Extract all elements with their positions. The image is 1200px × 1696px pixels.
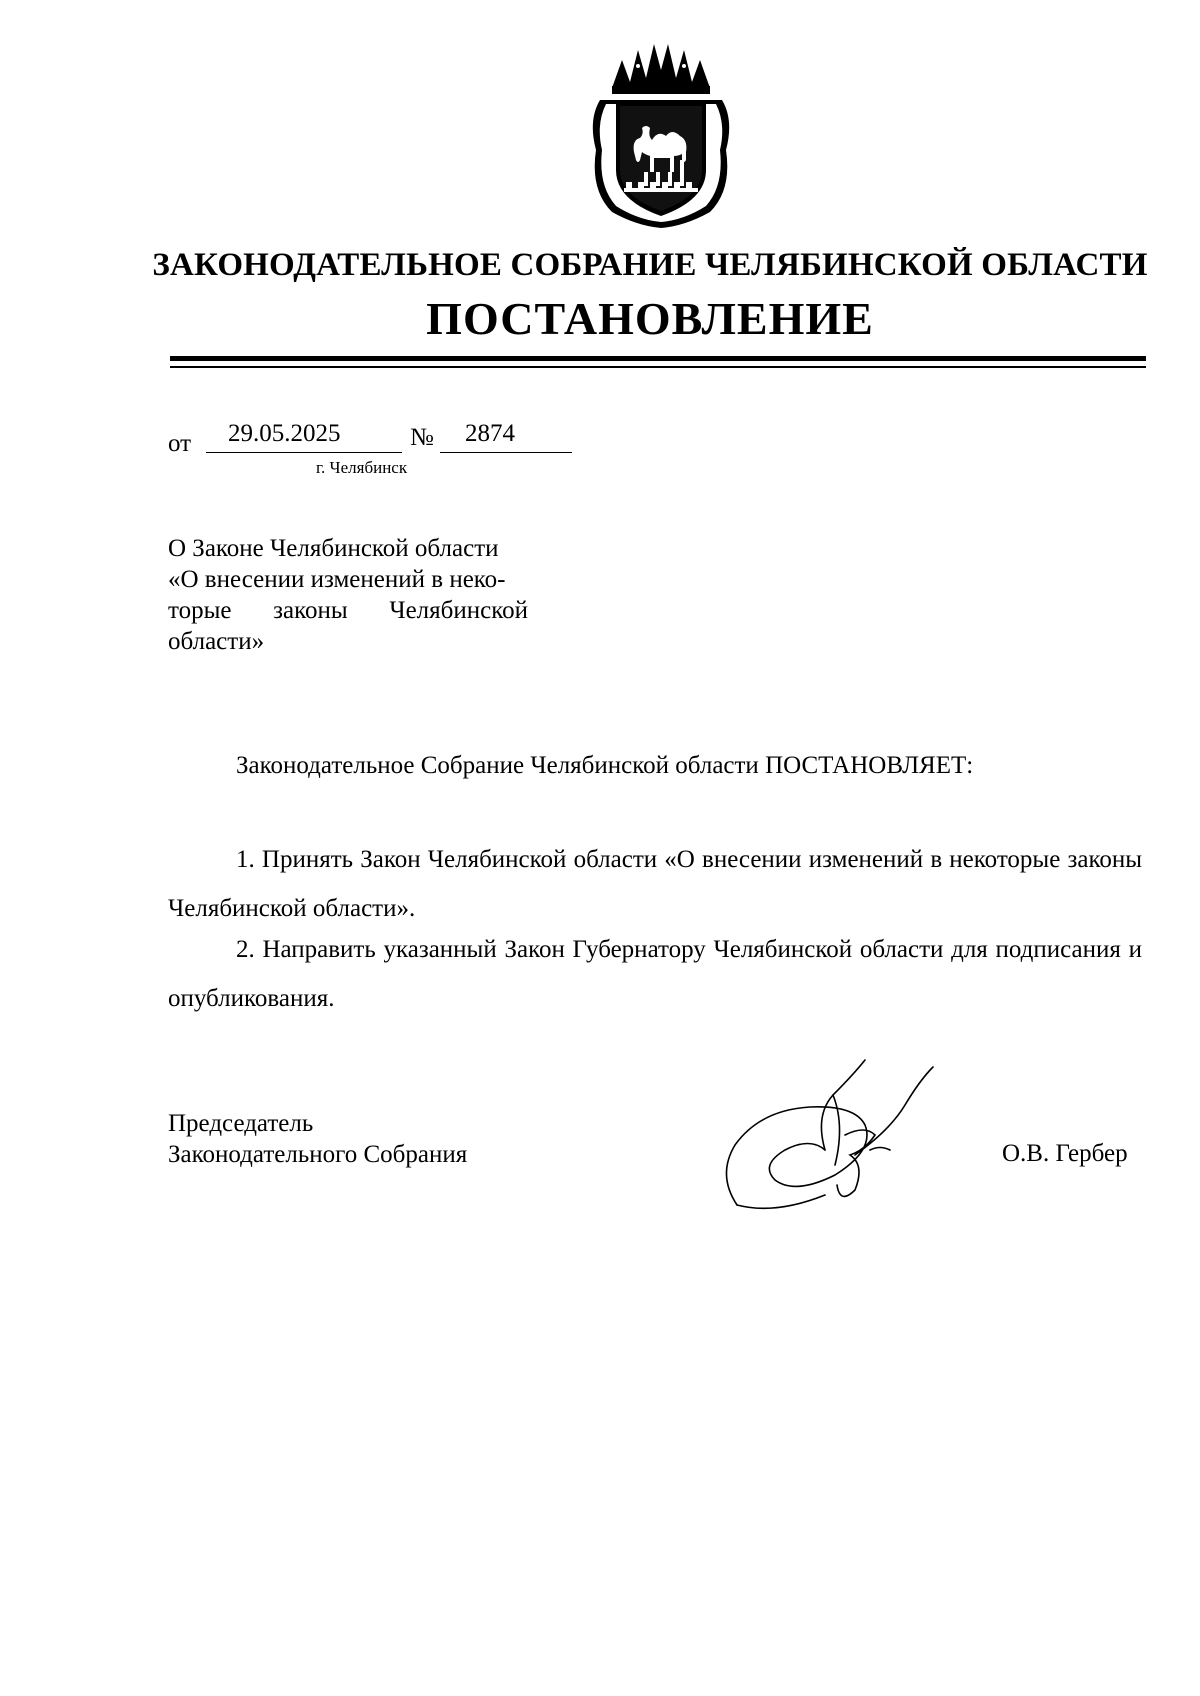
- number-label: №: [410, 424, 434, 451]
- organization-title: ЗАКОНОДАТЕЛЬНОЕ СОБРАНИЕ ЧЕЛЯБИНСКОЙ ОБЛАСТИ: [152, 247, 1148, 283]
- date-prefix: от: [168, 430, 192, 457]
- signatory-title-line: Председатель: [168, 1110, 314, 1137]
- document-type-title: ПОСТАНОВЛЕНИЕ: [426, 293, 874, 344]
- signatory-name: О.В. Гербер: [1002, 1140, 1128, 1167]
- signatory-title-line: Законодательного Собрания: [168, 1141, 468, 1168]
- resolution-item-1: 1. Принять Закон Челябинской области «О внесении изменений в некоторые законы Челябинской области».: [168, 846, 1142, 922]
- document-city: г. Челябинск: [316, 458, 408, 477]
- header-divider-thin: [170, 366, 1146, 368]
- number-underline: [440, 452, 572, 453]
- subject-line: области»: [168, 628, 265, 655]
- subject-line: торые законы Челябинской: [168, 597, 528, 624]
- date-underline: [206, 452, 402, 453]
- resolution-statement: Законодательное Собрание Челябинской области ПОСТАНОВЛЯЕТ:: [236, 752, 974, 779]
- document-subject: [168, 533, 528, 657]
- signature-icon: [715, 1055, 975, 1215]
- signatory-title: [168, 1108, 467, 1170]
- document-date: 29.05.2025: [228, 420, 341, 447]
- subject-line: «О внесении изменений в неко-: [168, 566, 506, 593]
- subject-line: О Законе Челябинской области: [168, 535, 499, 562]
- header-divider-thick: [170, 356, 1146, 361]
- document-number: 2874: [465, 420, 515, 447]
- resolution-item-2: 2. Направить указанный Закон Губернатору Челябинской области для подписания и опубликования.: [168, 936, 1142, 1012]
- coat-of-arms-icon: [582, 40, 740, 230]
- document-meta: [0, 418, 1200, 458]
